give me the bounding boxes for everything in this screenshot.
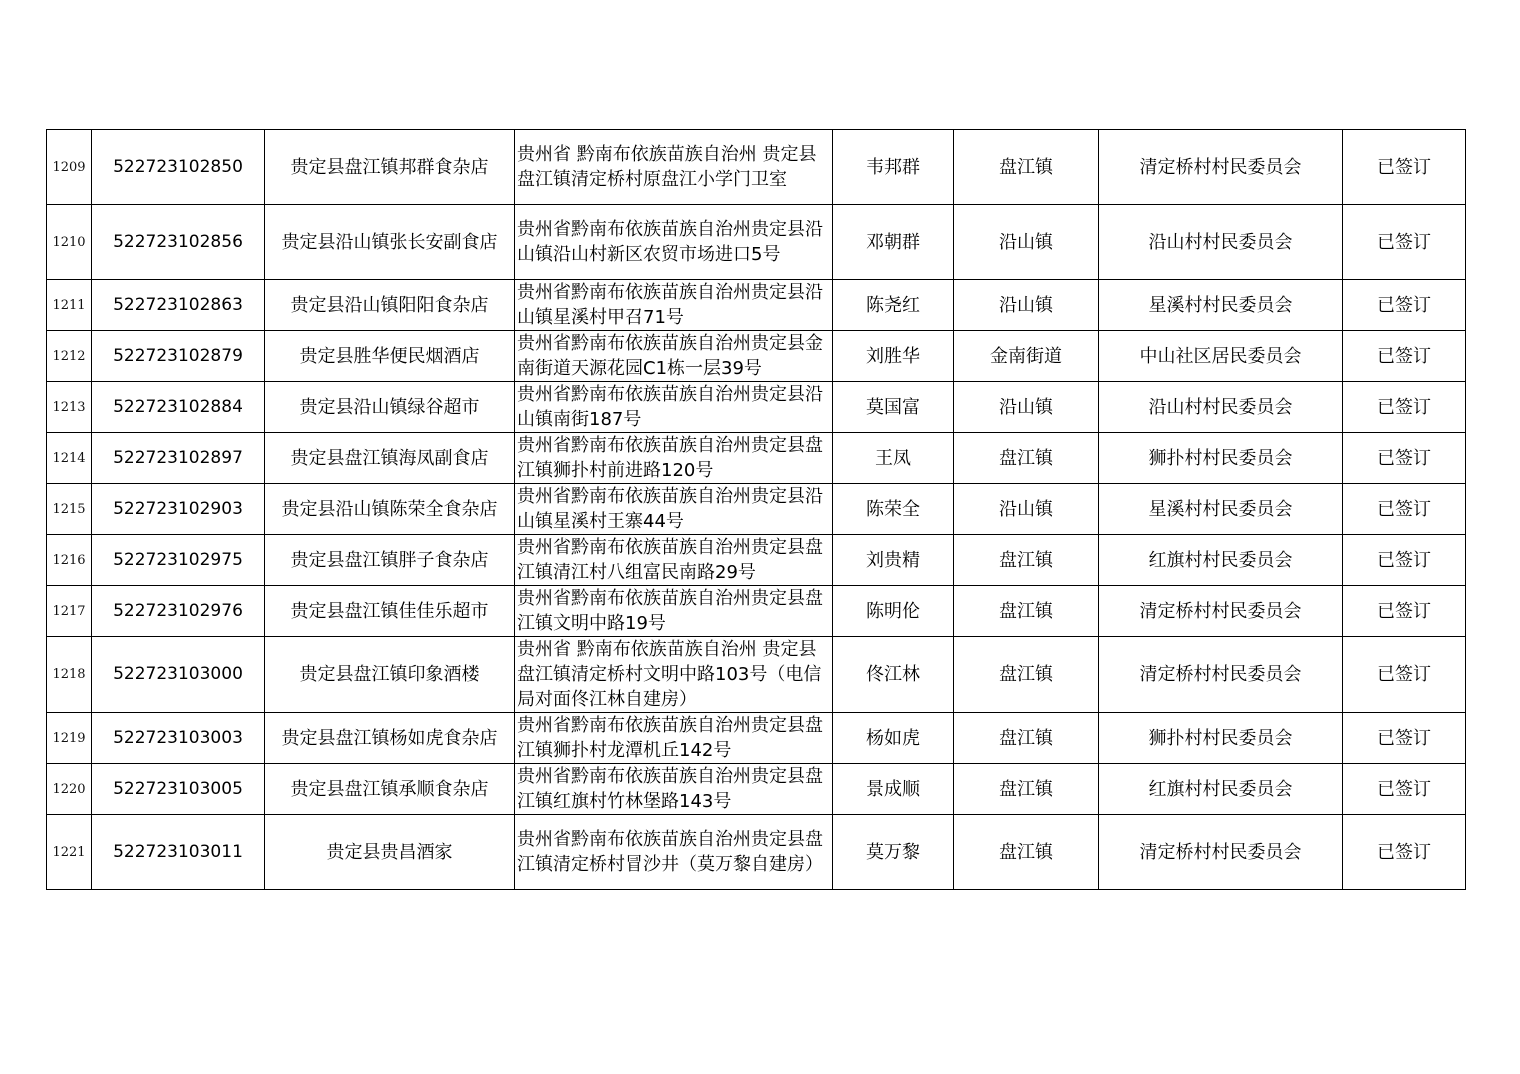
store-address: 贵州省 黔南布依族苗族自治州 贵定县盘江镇清定桥村文明中路103号（电信局对面佟江林自建房） [515, 637, 833, 713]
town-name: 沿山镇 [954, 484, 1099, 535]
owner-name: 刘胜华 [833, 331, 954, 382]
sign-status: 已签订 [1343, 331, 1466, 382]
store-address: 贵州省黔南布依族苗族自治州贵定县盘江镇文明中路19号 [515, 586, 833, 637]
store-name: 贵定县盘江镇邦群食杂店 [265, 130, 515, 205]
store-name: 贵定县盘江镇印象酒楼 [265, 637, 515, 713]
store-name: 贵定县盘江镇胖子食杂店 [265, 535, 515, 586]
sign-status: 已签订 [1343, 130, 1466, 205]
committee-name: 清定桥村村民委员会 [1099, 815, 1343, 890]
committee-name: 中山社区居民委员会 [1099, 331, 1343, 382]
committee-name: 星溪村村民委员会 [1099, 484, 1343, 535]
table-row [47, 382, 1466, 433]
store-address: 贵州省黔南布依族苗族自治州贵定县沿山镇星溪村甲召71号 [515, 280, 833, 331]
owner-name: 杨如虎 [833, 713, 954, 764]
committee-name: 红旗村村民委员会 [1099, 764, 1343, 815]
table-row [47, 764, 1466, 815]
row-number: 1216 [47, 535, 92, 586]
committee-name: 沿山村村民委员会 [1099, 205, 1343, 280]
row-number: 1217 [47, 586, 92, 637]
row-number: 1210 [47, 205, 92, 280]
owner-name: 陈荣全 [833, 484, 954, 535]
committee-name: 沿山村村民委员会 [1099, 382, 1343, 433]
row-number: 1215 [47, 484, 92, 535]
row-number: 1212 [47, 331, 92, 382]
table-row [47, 484, 1466, 535]
owner-name: 佟江林 [833, 637, 954, 713]
store-address: 贵州省黔南布依族苗族自治州贵定县盘江镇狮扑村龙潭机丘142号 [515, 713, 833, 764]
committee-name: 清定桥村村民委员会 [1099, 586, 1343, 637]
committee-name: 狮扑村村民委员会 [1099, 713, 1343, 764]
owner-name: 陈尧红 [833, 280, 954, 331]
store-address: 贵州省 黔南布依族苗族自治州 贵定县盘江镇清定桥村原盘江小学门卫室 [515, 130, 833, 205]
owner-name: 莫万黎 [833, 815, 954, 890]
owner-name: 韦邦群 [833, 130, 954, 205]
store-name: 贵定县沿山镇陈荣全食杂店 [265, 484, 515, 535]
table-row [47, 331, 1466, 382]
license-code: 522723103000 [92, 637, 265, 713]
store-address: 贵州省黔南布依族苗族自治州贵定县盘江镇清定桥村冒沙井（莫万黎自建房） [515, 815, 833, 890]
license-code: 522723102884 [92, 382, 265, 433]
license-code: 522723102856 [92, 205, 265, 280]
row-number: 1221 [47, 815, 92, 890]
license-code: 522723102897 [92, 433, 265, 484]
license-code: 522723102863 [92, 280, 265, 331]
sign-status: 已签订 [1343, 280, 1466, 331]
sign-status: 已签订 [1343, 713, 1466, 764]
row-number: 1209 [47, 130, 92, 205]
store-name: 贵定县沿山镇绿谷超市 [265, 382, 515, 433]
owner-name: 邓朝群 [833, 205, 954, 280]
committee-name: 星溪村村民委员会 [1099, 280, 1343, 331]
owner-name: 刘贵精 [833, 535, 954, 586]
license-code: 522723102850 [92, 130, 265, 205]
committee-name: 狮扑村村民委员会 [1099, 433, 1343, 484]
town-name: 盘江镇 [954, 764, 1099, 815]
license-code: 522723102975 [92, 535, 265, 586]
store-address: 贵州省黔南布依族苗族自治州贵定县盘江镇红旗村竹林堡路143号 [515, 764, 833, 815]
sign-status: 已签订 [1343, 205, 1466, 280]
sign-status: 已签订 [1343, 382, 1466, 433]
row-number: 1211 [47, 280, 92, 331]
row-number: 1218 [47, 637, 92, 713]
table-row [47, 713, 1466, 764]
store-name: 贵定县贵昌酒家 [265, 815, 515, 890]
row-number: 1213 [47, 382, 92, 433]
license-code: 522723102903 [92, 484, 265, 535]
store-name: 贵定县盘江镇海凤副食店 [265, 433, 515, 484]
sign-status: 已签订 [1343, 535, 1466, 586]
town-name: 盘江镇 [954, 713, 1099, 764]
town-name: 沿山镇 [954, 382, 1099, 433]
store-name: 贵定县沿山镇张长安副食店 [265, 205, 515, 280]
town-name: 盘江镇 [954, 637, 1099, 713]
town-name: 沿山镇 [954, 280, 1099, 331]
owner-name: 王凤 [833, 433, 954, 484]
sign-status: 已签订 [1343, 433, 1466, 484]
store-address: 贵州省黔南布依族苗族自治州贵定县沿山镇南街187号 [515, 382, 833, 433]
store-address: 贵州省黔南布依族苗族自治州贵定县沿山镇星溪村王寨44号 [515, 484, 833, 535]
owner-name: 陈明伦 [833, 586, 954, 637]
store-name: 贵定县盘江镇承顺食杂店 [265, 764, 515, 815]
town-name: 金南街道 [954, 331, 1099, 382]
license-code: 522723102976 [92, 586, 265, 637]
records-table [46, 129, 1466, 890]
committee-name: 清定桥村村民委员会 [1099, 130, 1343, 205]
row-number: 1214 [47, 433, 92, 484]
table-row [47, 280, 1466, 331]
sign-status: 已签订 [1343, 586, 1466, 637]
town-name: 盘江镇 [954, 433, 1099, 484]
license-code: 522723103003 [92, 713, 265, 764]
table-row [47, 815, 1466, 890]
town-name: 盘江镇 [954, 815, 1099, 890]
store-address: 贵州省黔南布依族苗族自治州贵定县盘江镇清江村八组富民南路29号 [515, 535, 833, 586]
store-address: 贵州省黔南布依族苗族自治州贵定县盘江镇狮扑村前进路120号 [515, 433, 833, 484]
town-name: 盘江镇 [954, 535, 1099, 586]
sign-status: 已签订 [1343, 764, 1466, 815]
license-code: 522723103005 [92, 764, 265, 815]
town-name: 沿山镇 [954, 205, 1099, 280]
store-name: 贵定县胜华便民烟酒店 [265, 331, 515, 382]
table-row [47, 586, 1466, 637]
sign-status: 已签订 [1343, 815, 1466, 890]
store-address: 贵州省黔南布依族苗族自治州贵定县金南街道天源花园C1栋一层39号 [515, 331, 833, 382]
store-address: 贵州省黔南布依族苗族自治州贵定县沿山镇沿山村新区农贸市场进口5号 [515, 205, 833, 280]
table-row [47, 535, 1466, 586]
row-number: 1220 [47, 764, 92, 815]
sign-status: 已签订 [1343, 484, 1466, 535]
store-name: 贵定县盘江镇杨如虎食杂店 [265, 713, 515, 764]
town-name: 盘江镇 [954, 130, 1099, 205]
row-number: 1219 [47, 713, 92, 764]
table-row [47, 130, 1466, 205]
sign-status: 已签订 [1343, 637, 1466, 713]
table-row [47, 433, 1466, 484]
license-code: 522723102879 [92, 331, 265, 382]
committee-name: 清定桥村村民委员会 [1099, 637, 1343, 713]
owner-name: 莫国富 [833, 382, 954, 433]
table-row [47, 205, 1466, 280]
owner-name: 景成顺 [833, 764, 954, 815]
committee-name: 红旗村村民委员会 [1099, 535, 1343, 586]
table-row [47, 637, 1466, 713]
license-code: 522723103011 [92, 815, 265, 890]
store-name: 贵定县盘江镇佳佳乐超市 [265, 586, 515, 637]
town-name: 盘江镇 [954, 586, 1099, 637]
store-name: 贵定县沿山镇阳阳食杂店 [265, 280, 515, 331]
